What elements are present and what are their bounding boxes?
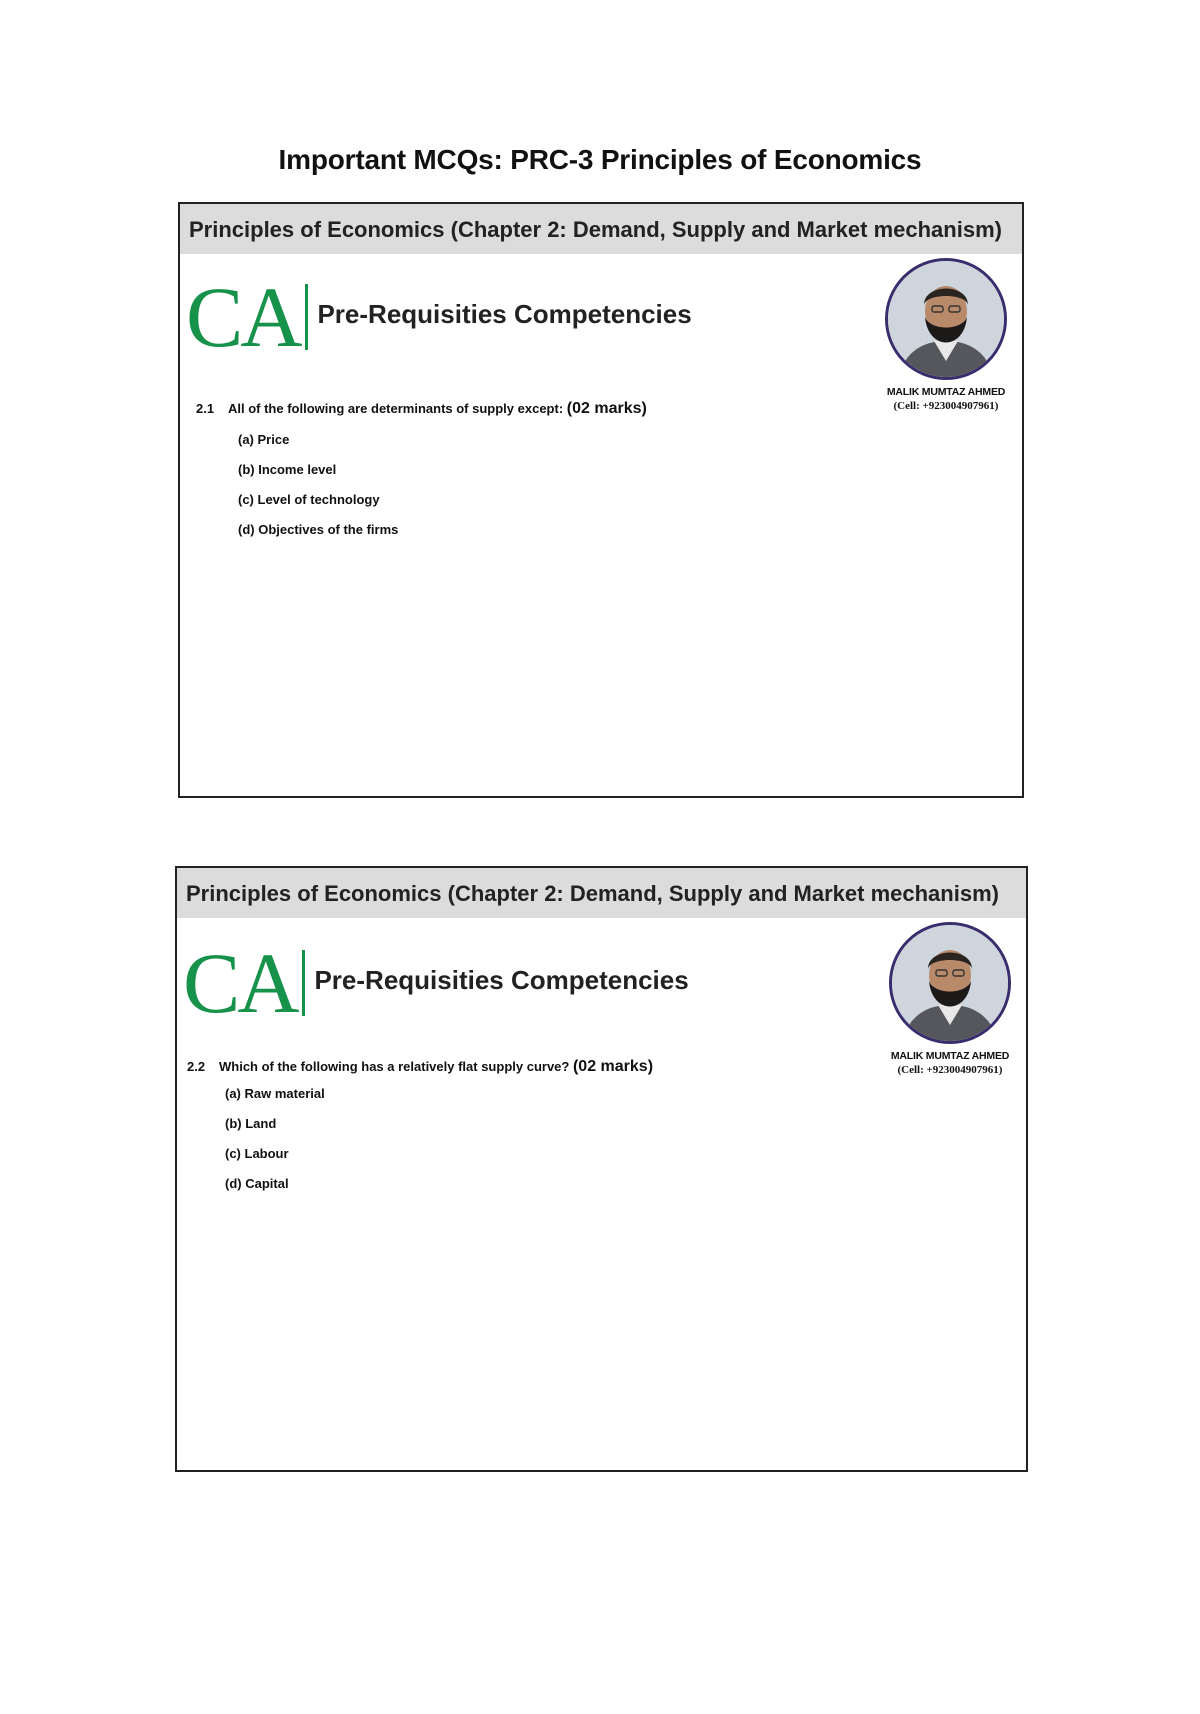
question bbox=[187, 1058, 653, 1076]
answer-options bbox=[238, 432, 398, 552]
brand-divider bbox=[302, 950, 305, 1016]
author-cell: (Cell: +923004907961) bbox=[897, 1064, 1003, 1076]
author-name: MALIK MUMTAZ AHMED bbox=[886, 386, 1006, 398]
question-number: 2.1 bbox=[196, 401, 215, 416]
brand-tagline: Pre-Requisities Competencies bbox=[317, 298, 692, 329]
option-a: (a) Raw material bbox=[225, 1086, 325, 1101]
author-name: MALIK MUMTAZ AHMED bbox=[890, 1050, 1010, 1062]
ca-logo: CA bbox=[186, 269, 300, 365]
author-cell: (Cell: +923004907961) bbox=[893, 400, 999, 412]
brand-divider bbox=[305, 284, 308, 350]
option-d: (d) Objectives of the firms bbox=[238, 522, 399, 537]
brand bbox=[186, 269, 692, 365]
question-text: Which of the following has a relatively flat supply curve? bbox=[219, 1059, 570, 1074]
author-photo bbox=[885, 258, 1007, 380]
slide-2 bbox=[175, 866, 1028, 1472]
author-photo bbox=[889, 922, 1011, 1044]
option-a: (a) Price bbox=[238, 432, 290, 447]
option-b: (b) Land bbox=[225, 1116, 277, 1131]
brand-tagline: Pre-Requisities Competencies bbox=[314, 964, 689, 995]
question-number: 2.2 bbox=[187, 1059, 206, 1074]
question bbox=[196, 400, 647, 418]
option-c: (c) Level of technology bbox=[238, 492, 380, 507]
question-marks: (02 marks) bbox=[572, 1058, 654, 1075]
slide-1 bbox=[178, 202, 1024, 798]
option-c: (c) Labour bbox=[225, 1146, 289, 1161]
author-card bbox=[876, 258, 1016, 412]
document-title: Important MCQs: PRC-3 Principles of Economics bbox=[278, 144, 922, 175]
brand bbox=[183, 935, 689, 1031]
slide-header: Principles of Economics (Chapter 2: Demand, Supply and Market mechanism) bbox=[177, 868, 1026, 918]
slide-header: Principles of Economics (Chapter 2: Demand, Supply and Market mechanism) bbox=[180, 204, 1022, 254]
ca-logo: CA bbox=[183, 935, 297, 1031]
option-b: (b) Income level bbox=[238, 462, 337, 477]
option-d: (d) Capital bbox=[225, 1176, 289, 1191]
question-text: All of the following are determinants of supply except: bbox=[228, 401, 564, 416]
author-card bbox=[880, 922, 1020, 1076]
answer-options bbox=[225, 1086, 325, 1206]
question-marks: (02 marks) bbox=[566, 400, 647, 417]
